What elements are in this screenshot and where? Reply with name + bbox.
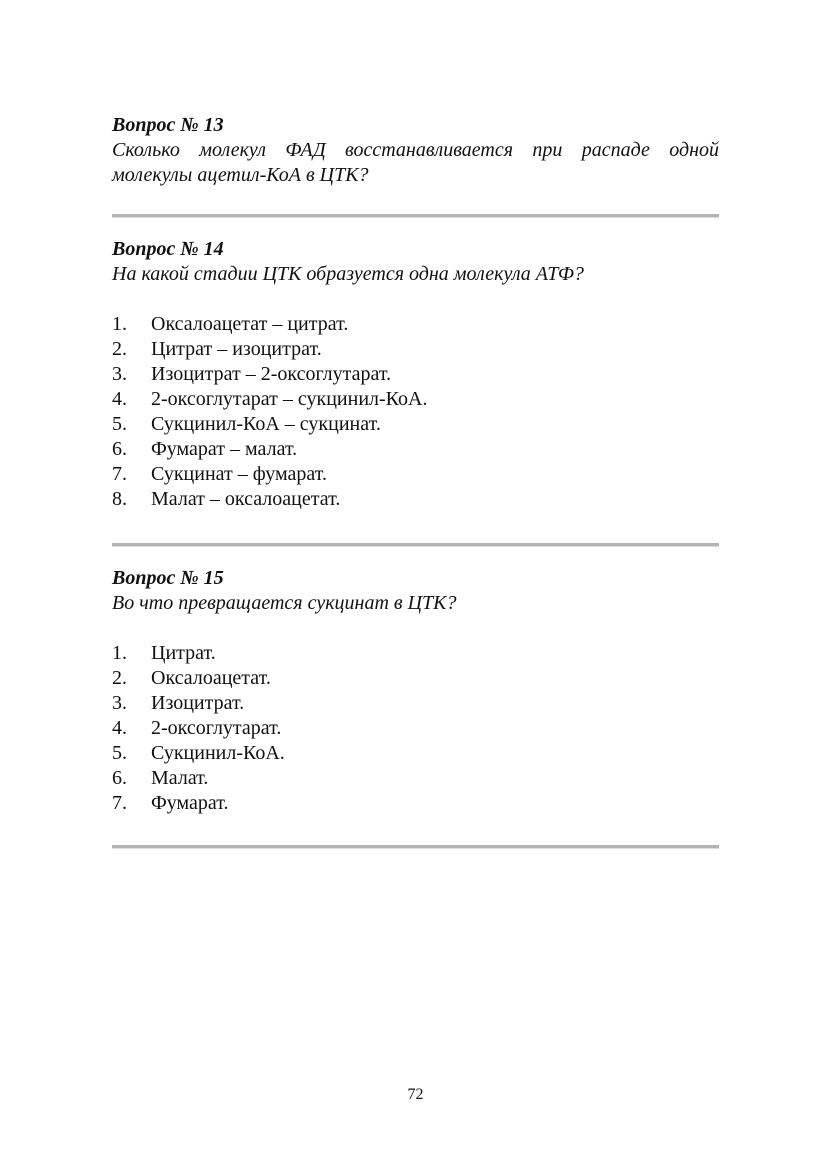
- option-number: 6.: [112, 767, 127, 789]
- option-number: 4.: [112, 717, 127, 739]
- answer-option: [112, 387, 719, 412]
- option-number: 2.: [112, 667, 127, 689]
- answer-option: [112, 362, 719, 387]
- answer-option: [112, 741, 719, 766]
- option-text: 2-оксоглутарат.: [151, 717, 282, 739]
- question-14: [112, 237, 719, 512]
- page-content: [112, 113, 719, 849]
- option-text: Оксалоацетат.: [151, 667, 271, 689]
- question-text: Во что превращается сукцинат в ЦТК?: [112, 592, 457, 614]
- option-text: Изоцитрат – 2-оксоглутарат.: [151, 363, 392, 385]
- option-text: Сукцинил-КоА.: [151, 742, 285, 764]
- answer-option: [112, 691, 719, 716]
- option-text: Сукцинат – фумарат.: [151, 463, 327, 485]
- question-title: Вопрос № 15: [112, 567, 224, 589]
- question-text: На какой стадии ЦТК образуется одна молекула АТФ?: [112, 263, 584, 285]
- answer-options: [112, 312, 719, 512]
- section-divider: [112, 543, 719, 547]
- option-number: 7.: [112, 463, 127, 485]
- question-text: [112, 138, 719, 188]
- answer-option: [112, 716, 719, 741]
- answer-option: [112, 462, 719, 487]
- question-title: Вопрос № 13: [112, 114, 224, 136]
- answer-options: [112, 641, 719, 816]
- answer-option: [112, 312, 719, 337]
- option-number: 8.: [112, 488, 127, 510]
- option-text: Изоцитрат.: [151, 692, 245, 714]
- question-text-line: Сколько молекул ФАД восстанавливается при распаде одной: [112, 139, 719, 161]
- answer-option: [112, 666, 719, 691]
- option-number: 5.: [112, 742, 127, 764]
- answer-option: [112, 437, 719, 462]
- section-divider: [112, 214, 719, 218]
- answer-option: [112, 791, 719, 816]
- question-title: Вопрос № 14: [112, 238, 224, 260]
- question-15: [112, 566, 719, 816]
- option-text: Малат – оксалоацетат.: [151, 488, 341, 510]
- option-number: 1.: [112, 313, 127, 335]
- option-number: 4.: [112, 388, 127, 410]
- page-number: 72: [407, 1086, 424, 1103]
- answer-option: [112, 487, 719, 512]
- option-number: 5.: [112, 413, 127, 435]
- question-text-line: молекулы ацетил-КоА в ЦТК?: [112, 164, 369, 186]
- option-text: 2-оксоглутарат – сукцинил-КоА.: [151, 388, 428, 410]
- option-text: Сукцинил-КоА – сукцинат.: [151, 413, 381, 435]
- option-number: 6.: [112, 438, 127, 460]
- question-13: [112, 113, 719, 188]
- option-text: Цитрат – изоцитрат.: [151, 338, 322, 360]
- answer-option: [112, 337, 719, 362]
- option-text: Фумарат.: [151, 792, 229, 814]
- option-number: 3.: [112, 363, 127, 385]
- option-number: 3.: [112, 692, 127, 714]
- option-text: Малат.: [151, 767, 209, 789]
- option-text: Фумарат – малат.: [151, 438, 298, 460]
- answer-option: [112, 766, 719, 791]
- option-text: Цитрат.: [151, 642, 216, 664]
- option-number: 2.: [112, 338, 127, 360]
- section-divider: [112, 845, 719, 849]
- option-text: Оксалоацетат – цитрат.: [151, 313, 349, 335]
- option-number: 1.: [112, 642, 127, 664]
- answer-option: [112, 641, 719, 666]
- answer-option: [112, 412, 719, 437]
- option-number: 7.: [112, 792, 127, 814]
